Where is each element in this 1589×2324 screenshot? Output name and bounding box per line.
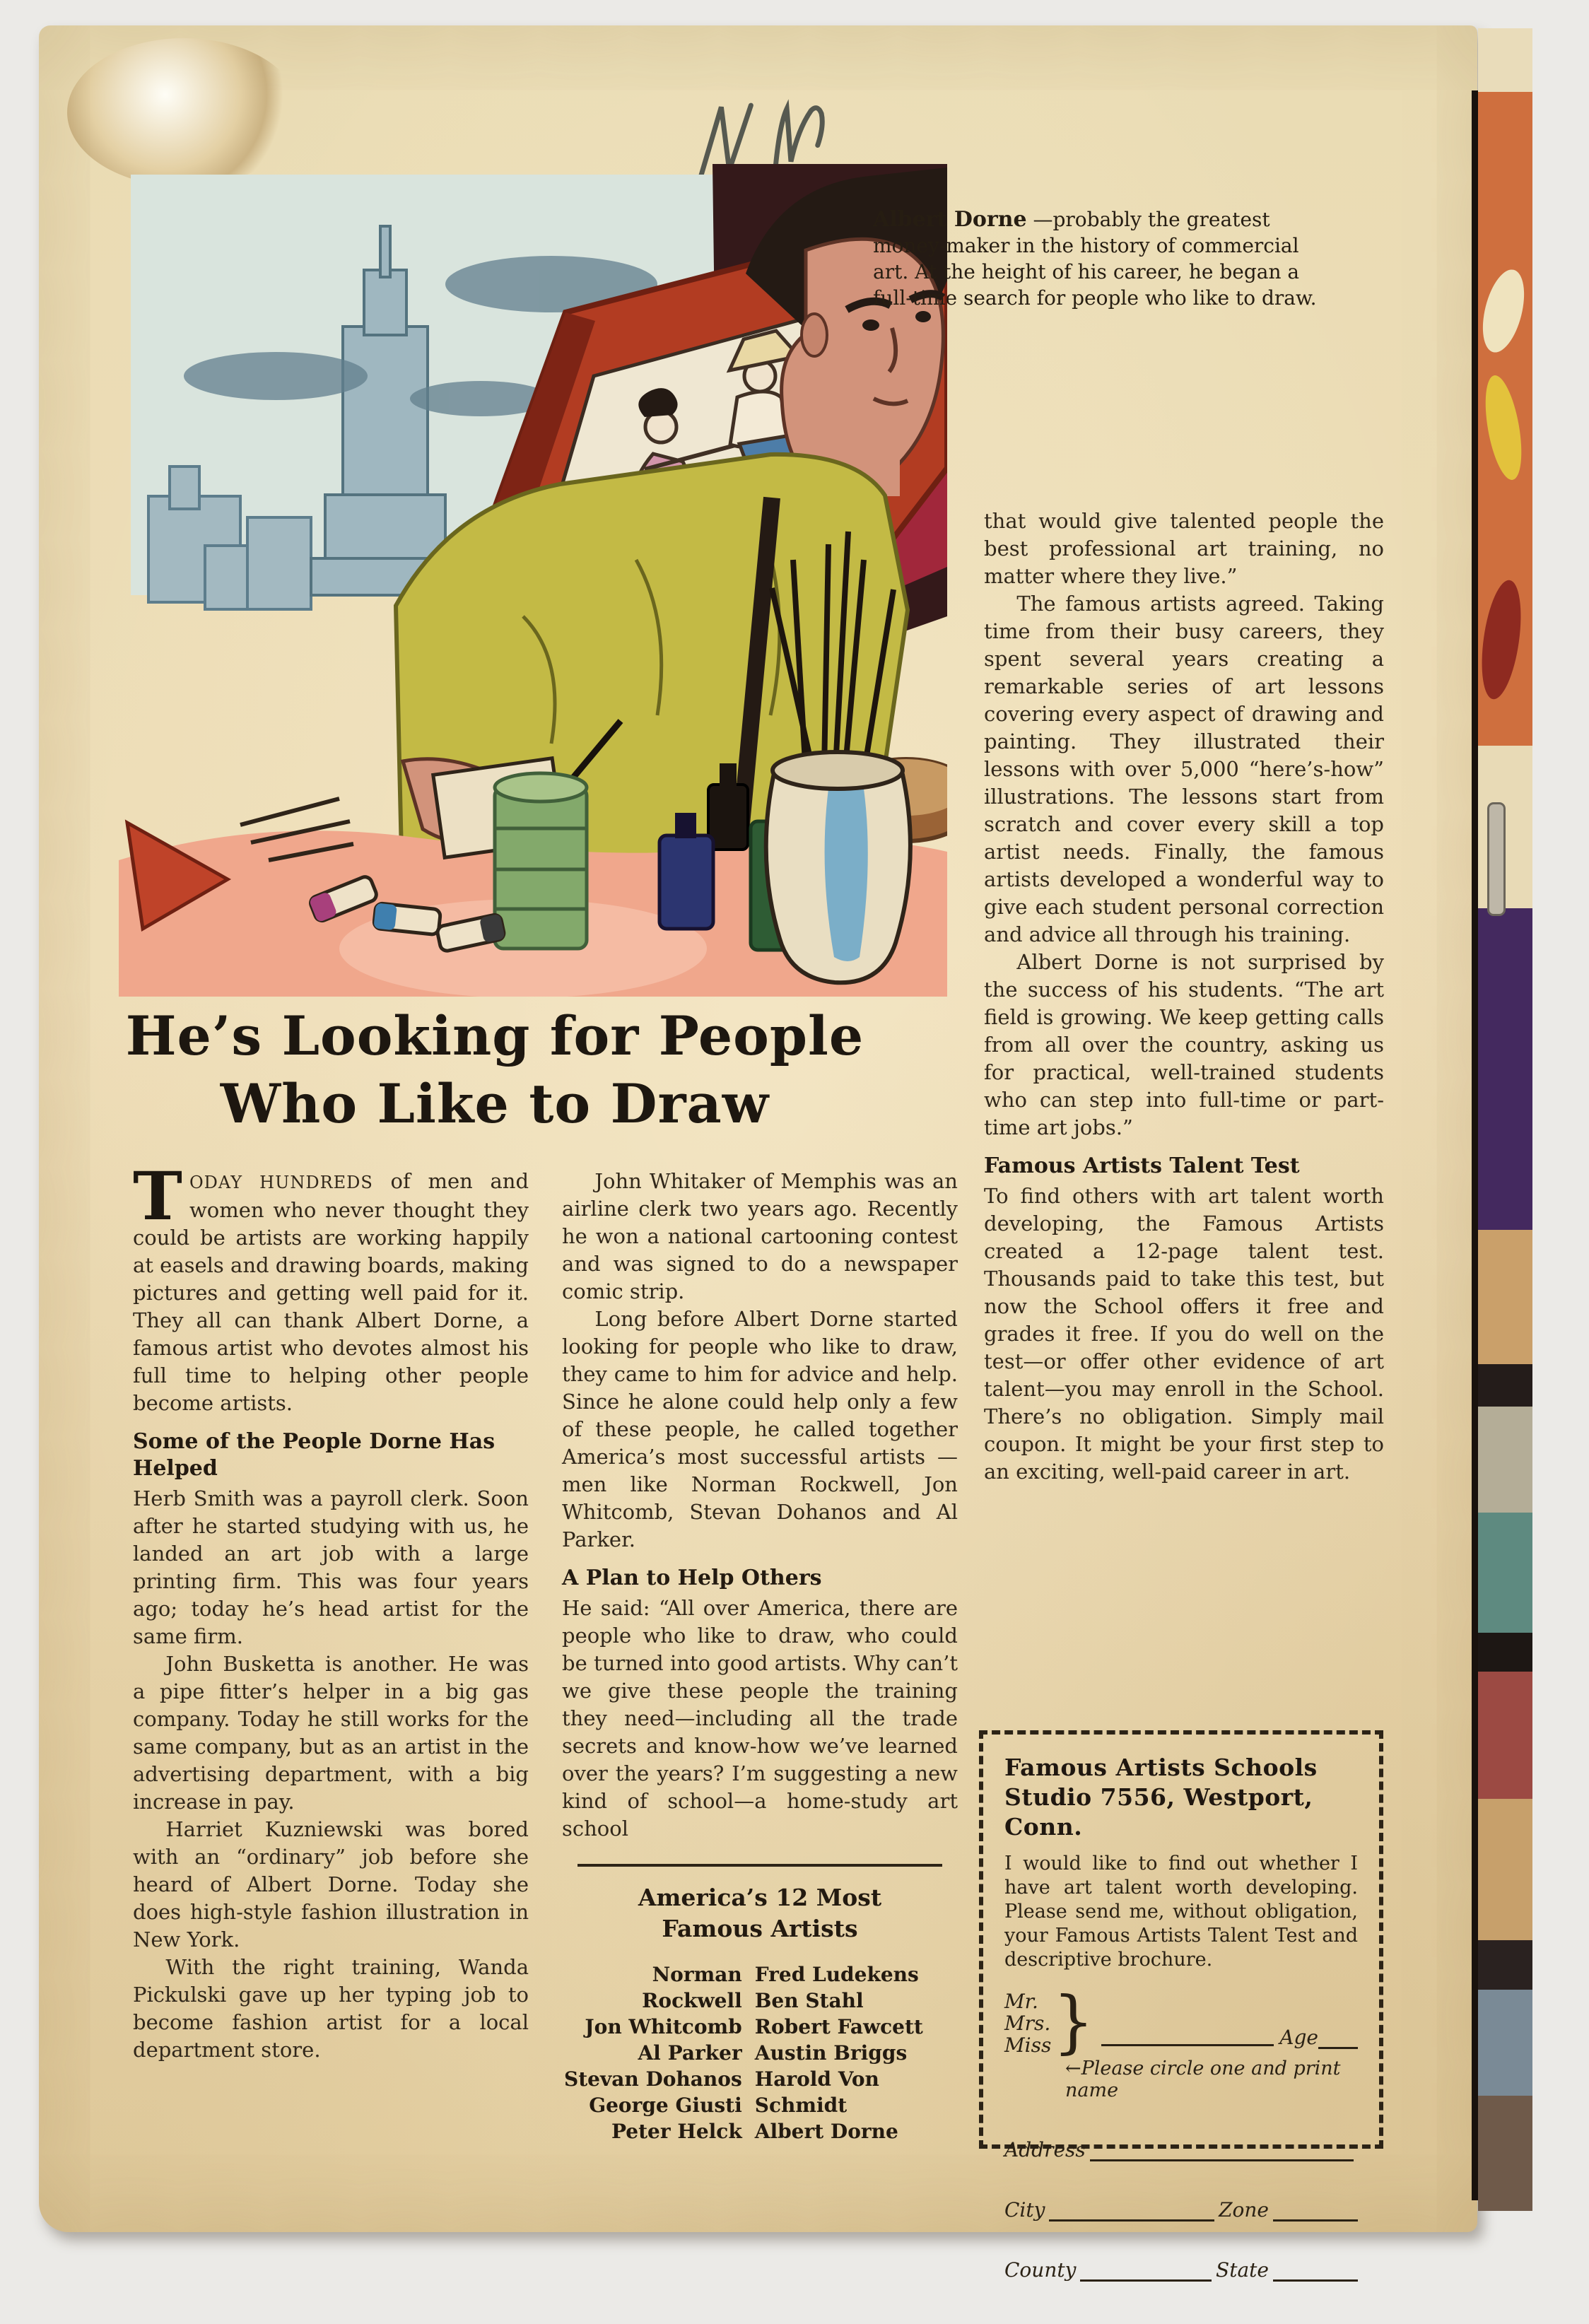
title-mr: Mr. bbox=[1004, 1990, 1038, 2013]
subhead-plan-to-help: A Plan to Help Others bbox=[562, 1566, 822, 1590]
headline-line1: He’s Looking for People bbox=[125, 1004, 864, 1067]
address-label: Address bbox=[1004, 2138, 1086, 2161]
artists-list-left bbox=[562, 1961, 742, 2144]
artists-list bbox=[562, 1961, 958, 2144]
coupon-name-row bbox=[1004, 1982, 1358, 2062]
county-label: County bbox=[1004, 2258, 1077, 2282]
caption-text: —probably the greatest money-maker in the history of commercial art. At the height of his career, he began a full-time search for people who like to draw. bbox=[873, 208, 1317, 310]
famous-artists-box bbox=[562, 1864, 958, 2144]
strip-comic-panel bbox=[1478, 1940, 1532, 1990]
column-2 bbox=[562, 1168, 958, 2144]
circle-note-text: Please circle one and print name bbox=[1065, 2058, 1341, 2101]
brace-glyph: } bbox=[1053, 1982, 1094, 2062]
paragraph-herb-smith: Herb Smith was a payroll clerk. Soon after he started studying with us, he landed an art job with a large printing firm. This was four years ago; today he’s head artist for the same firm. bbox=[133, 1486, 529, 1648]
strip-comic-panel bbox=[1478, 1513, 1532, 1633]
artist-name: Al Parker bbox=[638, 2041, 742, 2065]
circle-one-note bbox=[1065, 2058, 1358, 2101]
column-1 bbox=[133, 1158, 529, 2064]
age-field bbox=[1279, 2026, 1358, 2049]
strip-comic-panel bbox=[1478, 2096, 1532, 2211]
artist-name: Austin Briggs bbox=[754, 2041, 908, 2065]
mail-in-coupon bbox=[979, 1730, 1383, 2282]
paragraph-not-surprised: Albert Dorne is not surprised by the success of his students. “The art field is growing. We keep getting calls from all over the country, asking us for practical, well-trained students who can step into full-time or part-time art jobs.” bbox=[984, 950, 1384, 1139]
illustration-caption bbox=[873, 206, 1336, 311]
intro-lead: ODAY HUNDREDS bbox=[189, 1173, 373, 1192]
intro-paragraph bbox=[133, 1158, 529, 1417]
caption-name: Albert Dorne bbox=[873, 207, 1027, 232]
strip-comic-panel bbox=[1478, 1407, 1532, 1513]
age-field-line bbox=[1318, 2026, 1358, 2049]
paragraph-long-before: Long before Albert Dorne started looking for people who like to draw, they came to him for advice and help. Since he alone could help only a few of these people, he called together America’s most successful artists —men like Norman Rockwell, Jon Whitcomb, Stevan Dohanos and Al Parker. bbox=[562, 1307, 958, 1551]
county-state-row bbox=[1004, 2258, 1358, 2282]
intro-rest: of men and women who never thought they could be artists are working happily at easels and drawing boards, making pictures and getting well paid for it. They all can thank Albert Dorne, a famous artist who devotes almost his full time to helping other people become artists. bbox=[133, 1169, 529, 1415]
strip-purple-panel bbox=[1478, 908, 1532, 1230]
title-mrs: Mrs. bbox=[1004, 2012, 1051, 2035]
paragraph-john-busketta: John Busketta is another. He was a pipe fitter’s helper in a big gas company. Today he still works for the same company, but as an artist in the advertising department, with a big increase in pay. bbox=[133, 1652, 529, 1814]
artist-name: Albert Dorne bbox=[754, 2120, 898, 2143]
strip-paper-edge bbox=[1478, 28, 1532, 92]
strip-comic-panel bbox=[1478, 1990, 1532, 2096]
zone-field-line bbox=[1273, 2198, 1358, 2222]
state-field-line bbox=[1273, 2258, 1358, 2282]
strip-orange-panel bbox=[1478, 92, 1532, 746]
address-row bbox=[1004, 2138, 1358, 2161]
paragraph-he-said: He said: “All over America, there are people who like to draw, who could be turned into good artists. Why can’t we give these people the training they need—including all the trade secrets and know-how we’ve learned over the years? I’m suggesting a new kind of school—a home-study art school bbox=[562, 1596, 958, 1841]
coupon-school-address: Studio 7556, Westport, Conn. bbox=[1004, 1783, 1313, 1841]
artists-list-right bbox=[755, 1961, 958, 2144]
artists-title-line1: America’s 12 Most bbox=[638, 1884, 882, 1911]
rule bbox=[577, 1864, 942, 1867]
artist-name: Fred Ludekens bbox=[754, 1963, 919, 1986]
headline bbox=[117, 1002, 873, 1138]
artist-name: Harold Von Schmidt bbox=[754, 2067, 879, 2117]
artist-name: Ben Stahl bbox=[754, 1989, 864, 2012]
city-field-line bbox=[1049, 2198, 1214, 2222]
paragraph-talent-test: To find others with art talent worth developing, the Famous Artists created a 12-page talent test. Thousands paid to take this test, but now the School offers it free and grades it free. If you do well on the test—or offer other evidence of art talent—you may enroll in the School. There’s no obligation. Simply mail coupon. It might be your first step to an exciting, well-paid career in art. bbox=[984, 1184, 1384, 1484]
state-label: State bbox=[1216, 2258, 1269, 2282]
artist-name: Robert Fawcett bbox=[754, 2015, 923, 2038]
green-paint-pots bbox=[495, 773, 587, 949]
coupon-school-name: Famous Artists Schools bbox=[1004, 1754, 1318, 1781]
zone-label: Zone bbox=[1219, 2198, 1269, 2222]
artist-name: Peter Helck bbox=[611, 2120, 742, 2143]
coupon-body-text: I would like to find out whether I have art talent worth developing. Please send me, without obligation, your Famous Artists Talent Test and descriptive brochure. bbox=[1004, 1853, 1358, 1971]
page-spine-line bbox=[1472, 90, 1478, 2200]
artists-title-line2: Famous Artists bbox=[662, 1915, 858, 1942]
county-field-line bbox=[1080, 2258, 1212, 2282]
name-field-line bbox=[1101, 2016, 1274, 2046]
age-label: Age bbox=[1279, 2026, 1318, 2049]
artists-box-title bbox=[562, 1882, 958, 1944]
comic-doodle bbox=[1475, 265, 1531, 356]
subhead-people-helped: Some of the People Dorne Has Helped bbox=[133, 1429, 496, 1481]
headline-line2: Who Like to Draw bbox=[220, 1072, 770, 1135]
coupon-title-options bbox=[1004, 1990, 1051, 2056]
subhead-talent-test: Famous Artists Talent Test bbox=[984, 1154, 1300, 1178]
comic-doodle bbox=[1475, 577, 1527, 701]
strip-comic-panel bbox=[1478, 1230, 1532, 1364]
city-label: City bbox=[1004, 2198, 1045, 2222]
strip-comic-panel bbox=[1478, 1799, 1532, 1940]
artist-name: Jon Whitcomb bbox=[585, 2015, 742, 2038]
artist-name: Norman Rockwell bbox=[642, 1963, 742, 2012]
paragraph-harriet-kuzniewski: Harriet Kuzniewski was bored with an “ordinary” job before she heard of Albert Dorne. Today she does high-style fashion illustration in New York. bbox=[133, 1817, 529, 1952]
city-zone-row bbox=[1004, 2198, 1358, 2222]
staple bbox=[1487, 802, 1506, 916]
strip-comic-panel bbox=[1478, 1672, 1532, 1799]
drop-cap: T bbox=[133, 1158, 182, 1236]
adjacent-page-strip bbox=[1472, 28, 1532, 2211]
title-miss: Miss bbox=[1004, 2034, 1052, 2057]
column-3 bbox=[984, 507, 1384, 1486]
left-arrow-icon: ← bbox=[1065, 2058, 1081, 2079]
paragraph-wanda-pickulski: With the right training, Wanda Pickulski gave up her typing job to become fashion artist for a local department store. bbox=[133, 1955, 529, 2062]
artist-name: Stevan Dohanos bbox=[563, 2067, 742, 2091]
paragraph-john-whitaker: John Whitaker of Memphis was an airline clerk two years ago. Recently he won a national cartooning contest and was signed to do a newspaper comic strip. bbox=[562, 1169, 958, 1303]
paragraph-training-continued: that would give talented people the best professional art training, no matter where they live.” bbox=[984, 509, 1384, 588]
comic-doodle bbox=[1479, 372, 1528, 482]
dorne-illustration bbox=[99, 164, 947, 997]
artist-name: George Giusti bbox=[589, 2094, 742, 2117]
paragraph-artists-agreed: The famous artists agreed. Taking time from their busy careers, they spent several years creating a remarkable series of art lessons covering every aspect of drawing and painting. They illustrated their lessons with over 5,000 “here’s-how” illustrations. The lessons start from scratch and cover every skill a top artist needs. Finally, the famous artists developed a wonderful way to give each student personal correction and advice all through his training. bbox=[984, 592, 1384, 946]
strip-comic-panel bbox=[1478, 1633, 1532, 1672]
address-field-line bbox=[1090, 2138, 1354, 2161]
strip-comic-panel bbox=[1478, 1364, 1532, 1407]
